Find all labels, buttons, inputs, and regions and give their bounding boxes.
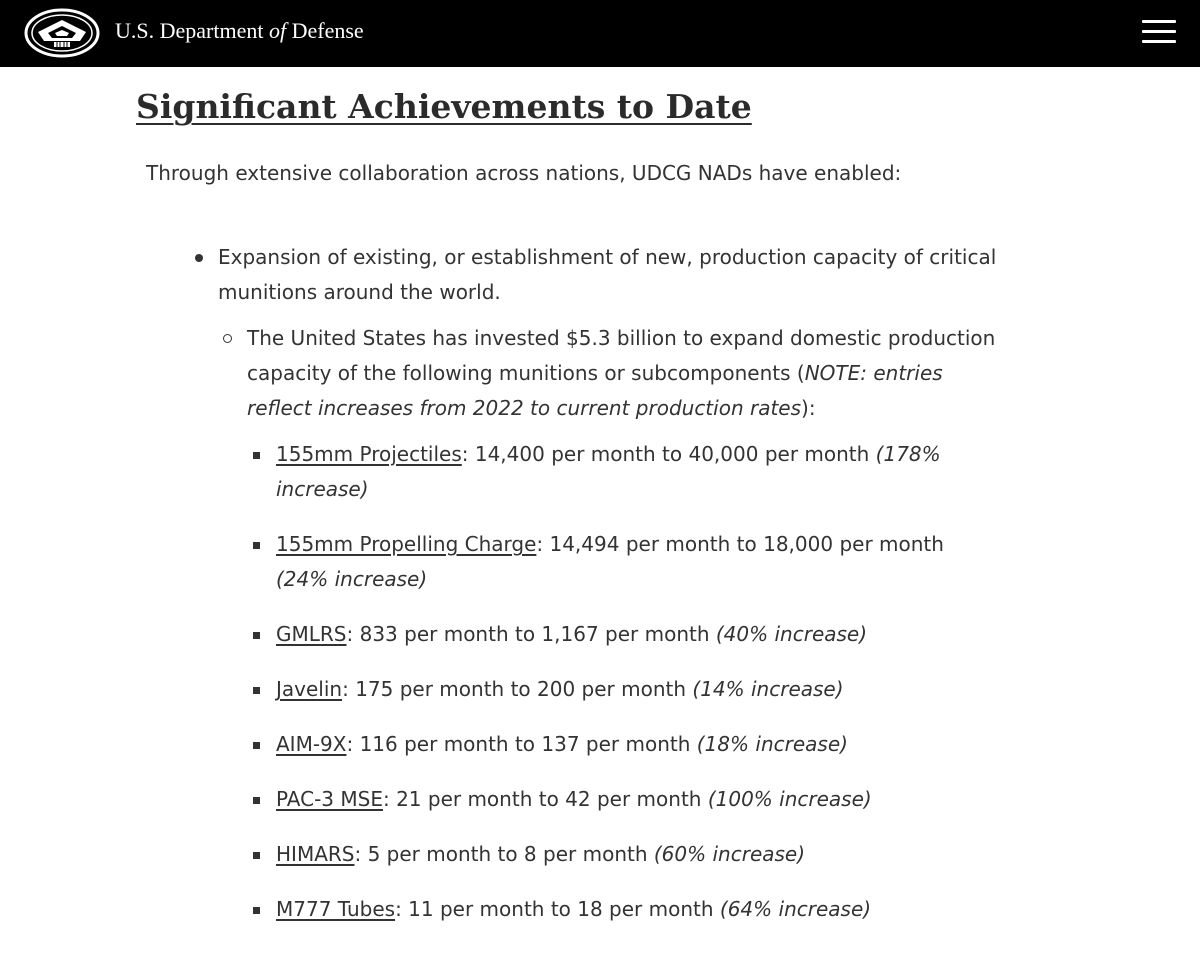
list-item-sub-bullet [247, 321, 1007, 426]
munition-detail: : 11 per month to 18 per month [395, 897, 720, 921]
site-title-suffix: Defense [291, 18, 364, 43]
list-item [276, 837, 976, 872]
munition-link-m777-tubes[interactable]: M777 Tubes [276, 897, 396, 921]
munition-change: (178% increase) [276, 442, 941, 501]
bullet-square-icon [253, 797, 260, 804]
munition-change: (14% increase) [692, 677, 844, 701]
list-item [276, 527, 976, 597]
munition-link-aim-9x[interactable]: AIM-9X [276, 732, 347, 756]
munition-change: (40% increase) [715, 622, 868, 646]
list-item [276, 892, 976, 927]
munition-detail: : 175 per month to 200 per month [342, 677, 693, 701]
intro-text: Through extensive collaboration across nations, UDCG NADs have enabled: [146, 161, 902, 185]
list-item [276, 782, 976, 817]
list-item [276, 672, 976, 707]
bullet-square-icon [253, 687, 260, 694]
munition-detail: : 116 per month to 137 per month [346, 732, 697, 756]
munition-detail: : 14,400 per month to 40,000 per month [461, 442, 876, 466]
munition-detail: : 833 per month to 1,167 per month [346, 622, 716, 646]
bullet-square-icon [253, 452, 260, 459]
munition-change: (100% increase) [707, 787, 872, 811]
bullet-circle-icon [223, 334, 232, 343]
pentagon-seal-icon[interactable] [24, 8, 100, 58]
munition-link-gmlrs[interactable]: GMLRS [276, 622, 347, 646]
site-title[interactable] [115, 18, 364, 44]
munition-link-155mm-projectiles[interactable]: 155mm Projectiles [276, 442, 462, 466]
list-item-bullet: Expansion of existing, or establishment of new, production capacity of critical munitions around the world. [218, 245, 997, 304]
hamburger-menu-icon[interactable] [1138, 17, 1180, 47]
munition-link-pac-3-mse[interactable]: PAC-3 MSE [276, 787, 383, 811]
bullet-square-icon [253, 632, 260, 639]
munition-change: (18% increase) [696, 732, 848, 756]
bullet-square-icon [253, 852, 260, 859]
munition-link-155mm-propelling-charge[interactable]: 155mm Propelling Charge [276, 532, 537, 556]
munition-change: (60% increase) [653, 842, 806, 866]
munition-change: (24% increase) [276, 567, 428, 591]
bullet-square-icon [253, 907, 260, 914]
munition-change: (64% increase) [719, 897, 872, 921]
munition-detail: : 5 per month to 8 per month [354, 842, 654, 866]
sub-bullet-note: NOTE: entries reflect increases from 2022 to current production rates [247, 361, 943, 420]
site-header [0, 0, 1200, 67]
site-title-prefix: U.S. Department [115, 18, 264, 43]
munition-link-javelin[interactable]: Javelin [276, 677, 343, 701]
bullet-disc-icon [195, 254, 203, 262]
bullet-square-icon [253, 542, 260, 549]
munition-detail: : 14,494 per month to 18,000 per month [536, 532, 944, 556]
bullet-square-icon [253, 742, 260, 749]
site-title-of: of [268, 18, 287, 43]
section-title: Significant Achievements to Date [136, 87, 752, 126]
sub-bullet-close: ): [801, 396, 816, 420]
munition-detail: : 21 per month to 42 per month [382, 787, 708, 811]
list-item [276, 727, 976, 762]
sub-bullet-text: The United States has invested $5.3 billion to expand domestic production capacity of the following munitions or subcomponents ( [247, 326, 996, 385]
list-item [276, 617, 976, 652]
list-item [276, 437, 976, 507]
munition-link-himars[interactable]: HIMARS [276, 842, 355, 866]
